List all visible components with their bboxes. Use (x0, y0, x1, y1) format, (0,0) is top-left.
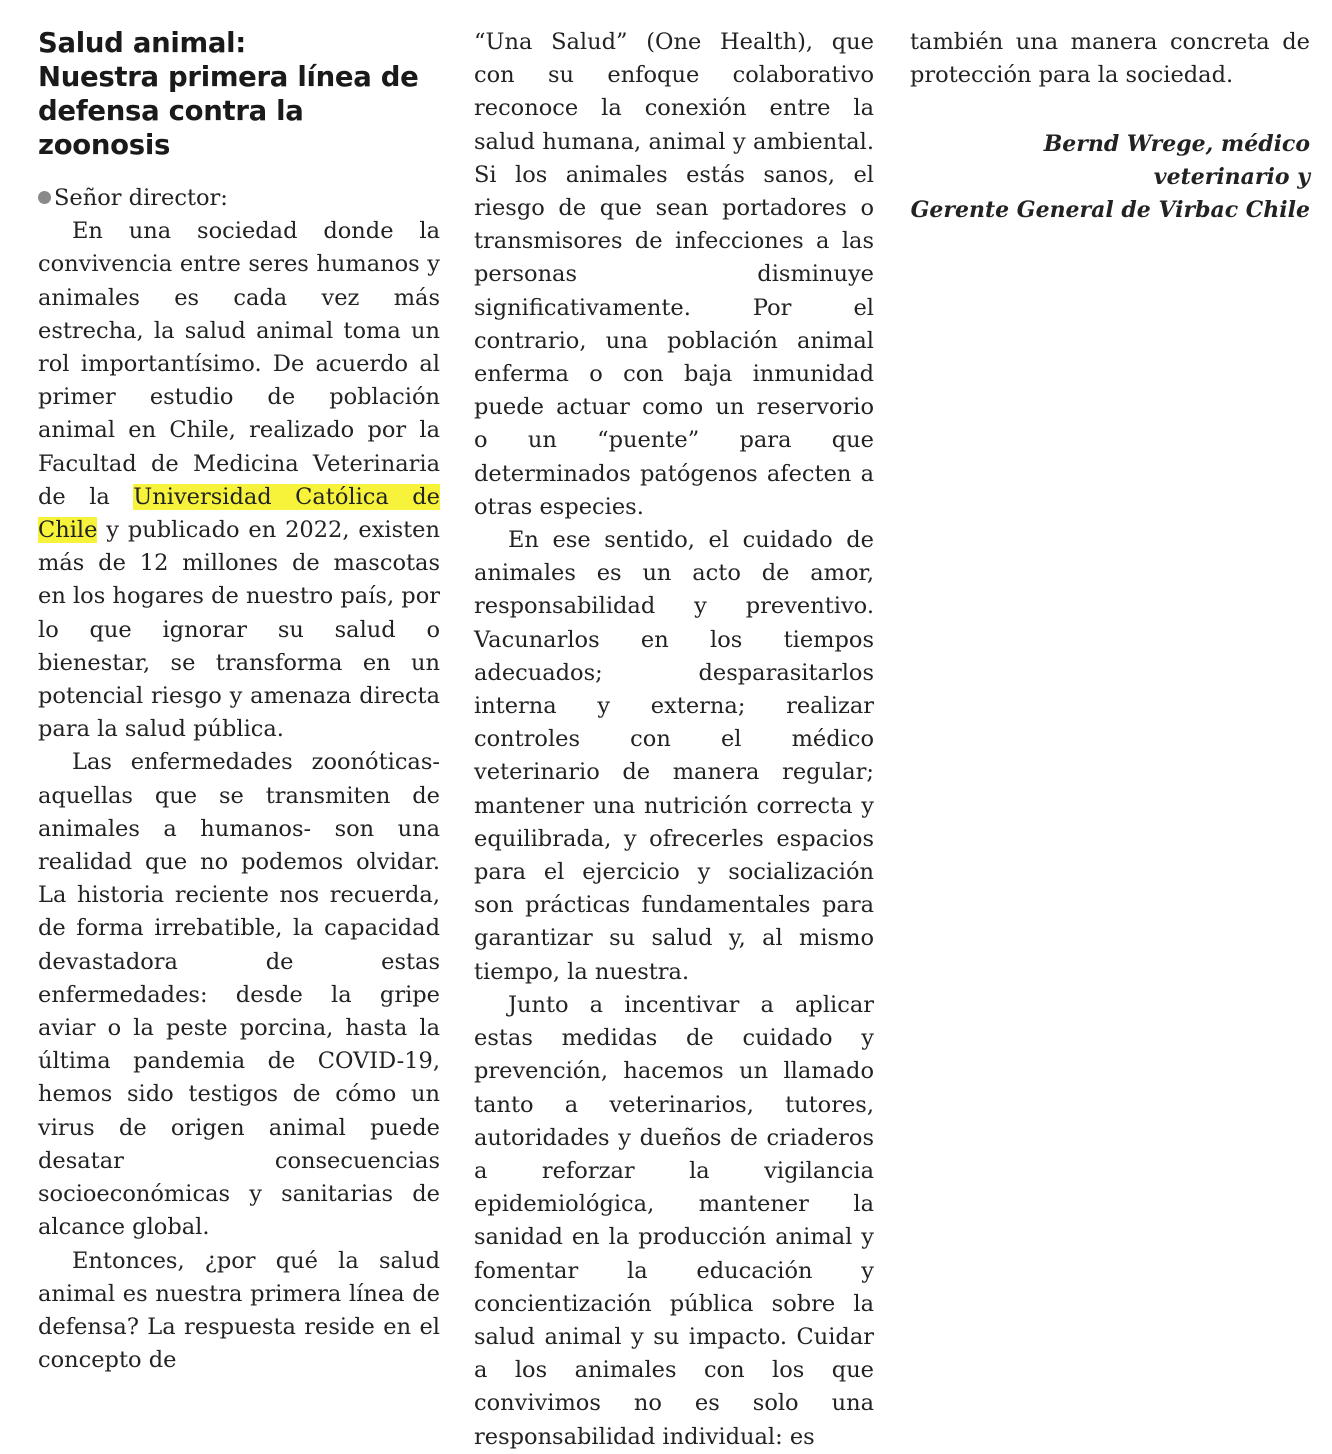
column-2 (474, 26, 874, 1454)
column-3 (910, 26, 1310, 227)
signature-line: Bernd Wrege, médico veterinario y (1043, 131, 1310, 191)
headline (38, 26, 440, 162)
salutation (38, 182, 440, 215)
paragraph-text: y publicado en 2022, existen más de 12 millones de mascotas en los hogares de nuestro país, por lo que ignorar su salud o bienestar, se transforma en un potencial riesgo y amenaza directa para la salud pública. (38, 517, 440, 743)
column-1 (38, 22, 440, 1377)
paragraph: Las enfermedades zoonóticas-aquellas que se transmiten de animales a humanos- son una realidad que no podemos olvidar. La historia reciente nos recuerda, de forma irrebatible, la capacidad devastadora de estas enfermedades: desde la gripe aviar o la peste porcina, hasta la última pandemia de COVID-19, hemos sido testigos de cómo un virus de origen animal puede desatar consecuencias socioeconómicas y sanitarias de alcance global. (38, 749, 440, 1241)
salutation-text: Señor director: (54, 185, 228, 211)
paragraph: también una manera concreta de protección para la sociedad. (910, 29, 1310, 89)
bullet-icon (38, 191, 51, 204)
paragraph: “Una Salud” (One Health), que con su enfoque colaborativo reconoce la conexión entre la salud humana, animal y ambiental. Si los animales estás sanos, el riesgo de que sean portadores o transmisores de infecciones a las personas disminuye significativamente. Por el contrario, una población animal enferma o con baja inmunidad puede actuar como un reservorio o un “puente” para que determinados patógenos afecten a otras especies. (474, 29, 874, 520)
headline-line: defensa contra la zoonosis (38, 95, 304, 161)
paragraph (38, 215, 440, 746)
headline-line: Nuestra primera línea de (38, 61, 419, 93)
paragraph: Junto a incentivar a aplicar estas medidas de cuidado y prevención, hacemos un llamado tanto a veterinarios, tutores, autoridades y dueños de criaderos a reforzar la vigilancia epidemiológica, mantener la sanidad en la producción animal y fomentar la educación y concientización pública sobre la salud animal y su impacto. Cuidar a los animales con los que convivimos no es solo una responsabilidad individual: es (474, 991, 874, 1450)
headline-line: Salud animal: (38, 27, 246, 59)
paragraph: En ese sentido, el cuidado de animales es un acto de amor, responsabilidad y preventivo. Vacunarlos en los tiempos adecuados; desparasitarlos interna y externa; realizar controles con el médico veterinario de manera regular; mantener una nutrición correcta y equilibrada, y ofrecerles espacios para el ejercicio y socialización son prácticas fundamentales para garantizar su salud y, al mismo tiempo, la nuestra. (474, 527, 874, 985)
signature (910, 128, 1310, 227)
paragraph: Entonces, ¿por qué la salud animal es nuestra primera línea de defensa? La respuesta reside en el concepto de (38, 1247, 440, 1374)
signature-line: Gerente General de Virbac Chile (910, 197, 1310, 224)
paragraph-text: En una sociedad donde la convivencia entre seres humanos y animales es cada vez más estrecha, la salud animal toma un rol importantísimo. De acuerdo al primer estudio de población animal en Chile, realizado por la Facultad de Medicina Veterinaria de la (38, 218, 440, 510)
highlighted-text: Universidad Católica de Chile (38, 483, 440, 544)
